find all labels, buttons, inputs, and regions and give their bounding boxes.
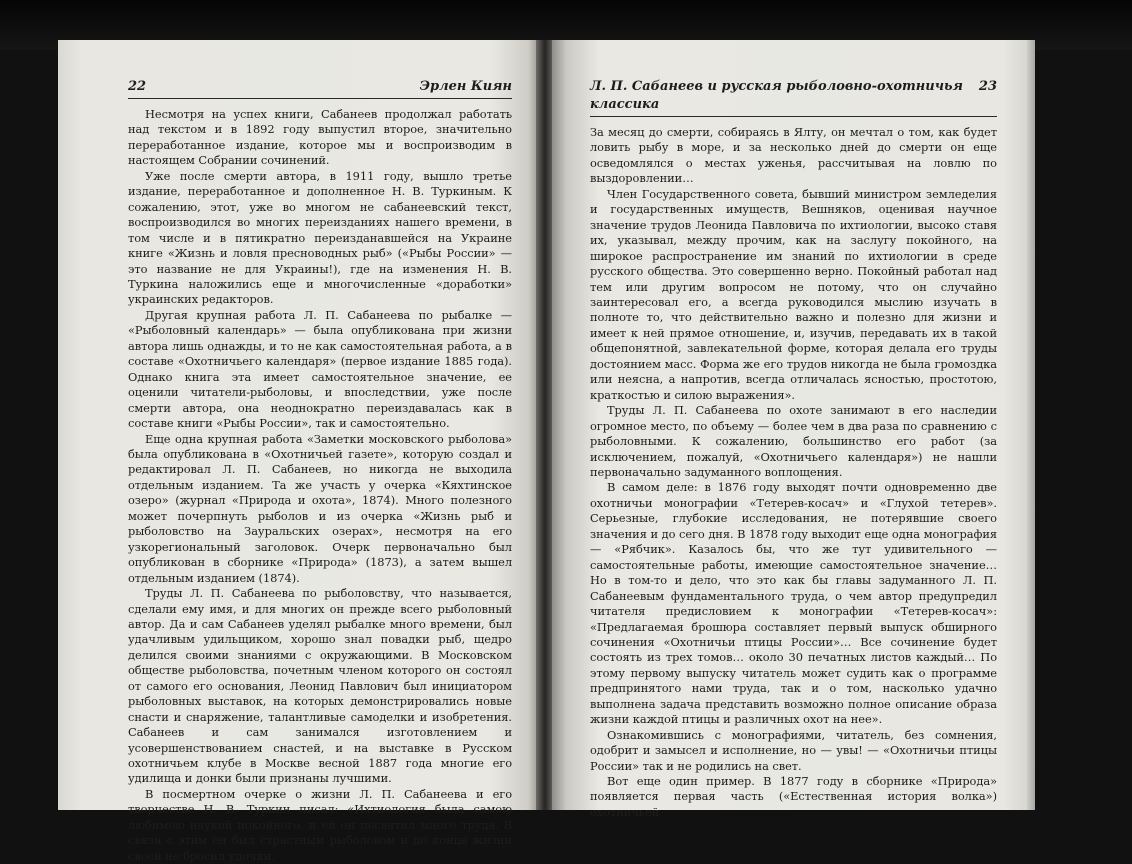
paragraph: В самом деле: в 1876 году выходят почти одновременно две охотничьи монографии «Тетерев-косач» и «Глухой тетерев». Серьезные, глубокие исследования, не потерявшие своего значения и до сего дня. В 1878 году выходит еще одна монография — «Рябчик». Казалось бы, что же тут удивительного — самостоятельные работы, имеющие самостоятельное значение… Но в том-то и дело, что это как бы главы задуманного Л. П. Сабанеевым фундаментального труда, о чем автор предупредил читателя предисловием к монографии «Тетерев-косач»: «Предлагаемая брошюра составляет первый выпуск обширного сочинения «Охотничьи птицы России»… Все сочинение будет состоять из трех томов… около 30 печатных листов каждый… По этому первому выпуску читатель может судить как о программе предпринятого нами труда, так и о том, насколько удачно выполнена задача представить возможно полное описание образа жизни каждой птицы и различных охот на нее». — [590, 480, 997, 727]
left-page-number: 22 — [128, 79, 147, 94]
paragraph: Другая крупная работа Л. П. Сабанеева по рыбалке — «Рыболовный календарь» — была опубликована при жизни автора лишь однажды, и то не как самостоятельная работа, а в составе «Охотничьего календаря» (первое издание 1885 года). Однако книга эта имеет самостоятельное значение, ее оценили читатели-рыболовы, и впоследствии, уже после смерти автора, она неоднократно переиздавалась как в составе книги «Рыбы России», так и самостоятельно. — [128, 307, 512, 431]
left-running-head — [128, 78, 512, 99]
paragraph: Уже после смерти автора, в 1911 году, вышло третье издание, переработанное и дополненное Н. В. Туркиным. К сожалению, этот, уже во многом не сабанеевский текст, воспроизводился во многих переизданиях нашего времени, в том числе и в пятикратно переизданавшейся на Украине книге «Жизнь и ловля пресноводных рыб» («Рыбы России» — это название не для Украины!), где на изменения Н. В. Туркина наложились еще и многочисленные «доработки» украинских редакторов. — [128, 168, 512, 307]
paragraph: Вот еще один пример. В 1877 году в сборнике «Природа» появляется первая часть («Естественная история волка») охотничьей — [590, 774, 997, 819]
paragraph: Ознакомившись с монографиями, читатель, без сомнения, одобрит и замысел и исполнение, но — увы! — «Охотничьи птицы России» так и не родились на свет. — [590, 727, 997, 773]
paragraph: Несмотря на успех книги, Сабанеев продолжал работать над текстом и в 1892 году выпустил второе, значительно переработанное издание, которое мы и воспроизводим в настоящем Собрании сочинений. — [128, 107, 512, 168]
paragraph: Труды Л. П. Сабанеева по охоте занимают в его наследии огромное место, по объему — более чем в два раза по сравнению с рыболовными. К сожалению, большинство его работ (за исключением, пожалуй, «Охотничьего календаря») не нашли первоначально задуманного воплощения. — [590, 403, 997, 479]
left-page-text — [128, 107, 512, 864]
right-running-head — [590, 78, 997, 117]
paragraph: В посмертном очерке о жизни Л. П. Сабанеева и его творчестве Н. В. Туркин писал: «Ихтиология была самою любимою наукой покойного, и ей он посвятил много труда. В связи с этим он был страстным рыболовом и до конца жизни своей не бросил удочки. — [128, 786, 512, 863]
left-running-title: Эрлен Киян — [419, 79, 512, 94]
left-page — [58, 40, 538, 863]
right-page-number: 23 — [978, 79, 997, 94]
paragraph: Член Государственного совета, бывший министром земледелия и государственных имуществ, Вешняков, оценивая научное значение трудов Леонида Павловича по ихтиологии, высоко ставя их, указывал, между прочим, как на заслугу покойного, на широкое распространение им знаний по ихтиологии в среде русского общества. Это совершенно верно. Покойный работал над тем или другим вопросом не потому, что он случайно заинтересовал его, а всегда руководился мыслию изучать в полноте то, что действительно важно и полезно для жизни и имеет к ней прямое отношение, и, изучив, передавать их в такой общепонятной, завлекательной форме, которая делала его труды достоянием масс. Форма же его трудов никогда не была громоздка или неясна, а напротив, всегда отличалась ясностью, простотою, краткостью и силою выражения». — [590, 186, 997, 402]
right-running-title: Л. П. Сабанеев и русская рыболовно-охотничья классика — [590, 79, 963, 112]
page-block-edge — [1027, 40, 1035, 810]
paragraph: Труды Л. П. Сабанеева по рыболовству, что называется, сделали ему имя, и для многих он прежде всего рыболовный автор. Да и сам Сабанеев уделял рыбалке много времени, был удачливым удильщиком, хорошо знал повадки рыб, щедро делился своими знаниями с окружающими. В Московском обществе рыболовства, почетным членом которого он состоял от самого его основания, Леонид Павлович был инициатором рыболовных выставок, на которых демонстрировались новые снасти и снаряжение, талантливые самоделки и изобретения. Сабанеев и сам занимался изготовлением и усовершенствованием снастей, и на выставке в Русском охотничьем клубе в Москве весной 1887 года многие его удилища и донки были признаны лучшими. — [128, 586, 512, 786]
paragraph: За месяц до смерти, собираясь в Ялту, он мечтал о том, как будет ловить рыбу в море, и за несколько дней до смерти он еще осведомлялся о местах уженья, рассчитывая на ловлю по выздоровлении… — [590, 125, 997, 186]
right-page — [552, 40, 1027, 819]
right-page-text — [590, 125, 997, 820]
paragraph: Еще одна крупная работа «Заметки московского рыболова» была опубликована в «Охотничьей газете», которую создал и редактировал Л. П. Сабанеев, но никогда не выходила отдельным изданием. Та же участь у очерка «Кяхтинское озеро» (журнал «Природа и охота», 1874). Много полезного может почерпнуть рыболов и из очерка «Жизнь рыб и рыболовство на Зауральских озерах», несмотря на его узкорегиональный заголовок. Очерк первоначально был опубликован в сборнике «Природа» (1873), а затем вышел отдельным изданием (1874). — [128, 431, 512, 585]
